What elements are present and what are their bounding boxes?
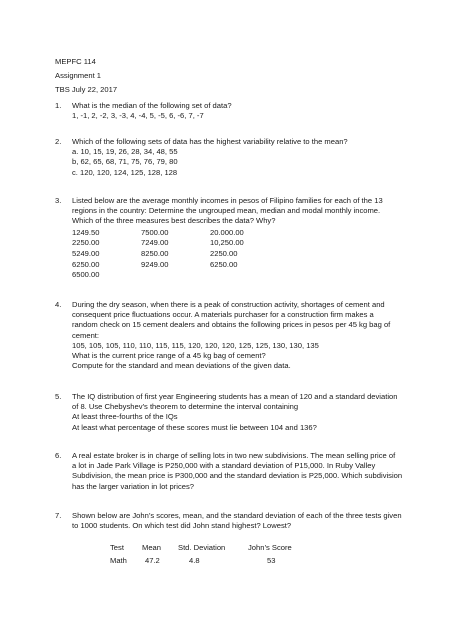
question-2 (55, 137, 425, 178)
assignment-title: Assignment 1 (55, 70, 102, 80)
question-text: The IQ distribution of first year Engineering students has a mean of 120 and a standard deviation (72, 392, 398, 401)
question-text: regions in the country: Determine the ungrouped mean, median and modal monthly income. (72, 206, 381, 216)
question-5 (55, 392, 425, 433)
table-cell: 2250.00 (210, 249, 238, 259)
question-text: Listed below are the average monthly incomes in pesos of Filipino families for each of the 13 (72, 196, 383, 205)
table-cell: 10,250.00 (210, 238, 244, 248)
question-number: 4. (55, 300, 62, 309)
price-list: 105, 105, 105, 110, 110, 115, 115, 120, 120, 120, 125, 125, 130, 130, 135 (72, 340, 319, 350)
table-cell: 7500.00 (141, 227, 169, 237)
question-text: At least what percentage of these scores must lie between 104 and 136? (72, 422, 317, 432)
table-row (72, 249, 425, 259)
option-c: c. 120, 120, 124, 125, 128, 128 (72, 167, 178, 177)
column-header: Test (110, 543, 124, 553)
question-text: Which of the three measures best describes the data? Why? (72, 216, 276, 226)
income-table (72, 228, 425, 281)
table-header-row (110, 543, 425, 553)
table-cell: 20.000.00 (210, 227, 244, 237)
question-text: Compute for the standard and mean deviations of the given data. (72, 361, 291, 371)
question-number: 2. (55, 137, 62, 146)
table-row (72, 228, 425, 238)
question-text: has the larger variation in lot prices? (72, 481, 194, 491)
table-row (72, 270, 425, 280)
table-cell: 9249.00 (141, 259, 169, 269)
question-text: At least three-fourths of the IQs (72, 412, 178, 422)
question-number: 5. (55, 392, 62, 401)
table-cell: 6500.00 (72, 270, 100, 280)
question-text: random check on 15 cement dealers and obtains the following prices in pesos per 45 kg bag of (72, 320, 391, 330)
question-number: 7. (55, 511, 62, 520)
course-code: MEPFC 114 (55, 57, 96, 66)
document-header (55, 57, 117, 98)
option-b: b, 62, 65, 68, 71, 75, 76, 79, 80 (72, 157, 178, 167)
assignment-date: TBS July 22, 2017 (55, 84, 118, 94)
question-text: During the dry season, when there is a peak of construction activity, shortages of cement and (72, 300, 385, 309)
question-number: 6. (55, 451, 62, 460)
table-cell: 5249.00 (72, 249, 100, 259)
question-text: consequent price fluctuations occur. A materials purchaser for a construction firm makes a (72, 310, 374, 320)
question-text: cement: (72, 330, 100, 340)
table-cell: 4.8 (189, 555, 200, 565)
table-cell: 8250.00 (141, 249, 169, 259)
question-text: Which of the following sets of data has the highest variability relative to the mean? (72, 137, 348, 146)
table-cell: 7249.00 (141, 238, 169, 248)
table-cell: 53 (267, 555, 276, 565)
table-cell: 6250.00 (72, 259, 100, 269)
question-text: Subdivision, the mean price is P300,000 and the standard deviation is P25,000. Which subdivision (72, 471, 403, 481)
question-text: Shown below are John’s scores, mean, and the standard deviation of each of the three tests given (72, 511, 402, 520)
question-text: of 8. Use Chebyshev’s theorem to determine the interval containing (72, 402, 299, 412)
question-text: to 1000 students. On which test did John stand highest? Lowest? (72, 521, 292, 531)
table-cell: Math (110, 555, 127, 565)
question-7 (55, 511, 425, 566)
question-text: What is the current price range of a 45 kg bag of cement? (72, 351, 266, 361)
question-4 (55, 300, 425, 371)
column-header: Std. Deviation (178, 543, 226, 553)
question-1 (55, 101, 425, 121)
table-cell: 47.2 (145, 555, 160, 565)
question-number: 1. (55, 101, 62, 110)
question-text: What is the median of the following set of data? (72, 101, 232, 110)
table-row (110, 556, 425, 566)
question-6 (55, 451, 425, 492)
table-cell: 6250.00 (210, 259, 238, 269)
score-table (110, 543, 425, 565)
table-row (72, 238, 425, 248)
question-text: A real estate broker is in charge of selling lots in two new subdivisions. The mean selling price of (72, 451, 396, 460)
table-row (72, 260, 425, 270)
question-text: a lot in Jade Park Village is P250,000 with a standard deviation of P15,000. In Ruby Valley (72, 461, 376, 471)
column-header: John’s Score (248, 543, 292, 553)
question-number: 3. (55, 196, 62, 205)
option-a: a. 10, 15, 19, 26, 28, 34, 48, 55 (72, 147, 178, 157)
column-header: Mean (142, 543, 161, 553)
question-text: 1, -1, 2, -2, 3, -3, 4, -4, 5, -5, 6, -6, 7, -7 (72, 111, 204, 121)
table-cell: 2250.00 (72, 238, 100, 248)
question-3 (55, 196, 425, 281)
table-cell: 1249.50 (72, 227, 100, 237)
